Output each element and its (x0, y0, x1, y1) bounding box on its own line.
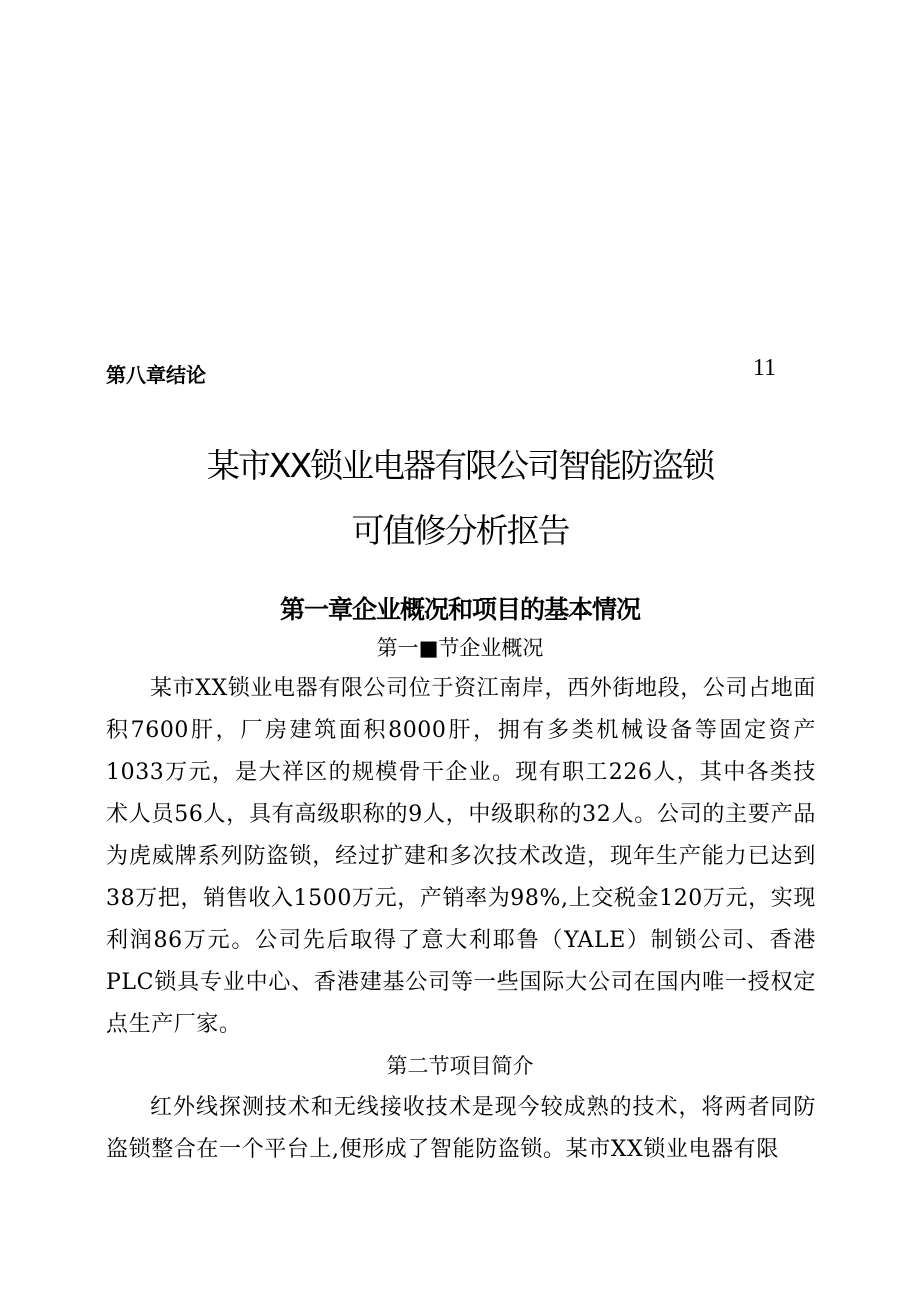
chapter-heading: 第一章企业概况和项目的基本情况 (279, 595, 640, 624)
section-heading-project-intro: 第二节项目简介 (386, 1054, 534, 1078)
document-title-line-1: 某市XX锁业电器有限公司智能防盗锁 (206, 446, 714, 485)
toc-entry (106, 355, 776, 389)
paragraph-project-intro: 红外线探测技术和无线接收技术是现今较成熟的技术，将两者同防盗锁整合在一个平台上,便形成了智能防盗锁。某市XX锁业电器有限 (106, 1095, 816, 1162)
toc-entry-page-number: 11 (752, 355, 776, 381)
paragraph-company-overview: 某市XX锁业电器有限公司位于资江南岸，西外街地段，公司占地面积7600肝，厂房建筑面积8000肝，拥有多类机械设备等固定资产1033万元，是大祥区的规模骨干企业。现有职工226人，其中各类技术人员56人，具有高级职称的9人，中级职称的32人。公司的主要产品为虎威牌系列防盗锁，经过扩建和多次技术改造，现年生产能力已达到38万把，销售收入1500万元，产销率为98%,上交税金120万元，实现利润86万元。公司先后取得了意大利耶鲁（YALE）制锁公司、香港PLC锁具专业中心、香港建基公司等一些国际大公司在国内唯一授权定点生产厂家。 (106, 676, 816, 1037)
section-heading-company-overview: 第一■节企业概况 (376, 636, 544, 660)
toc-entry-label: 第八章结论 (106, 363, 206, 387)
document-title-line-2: 可值修分析抠告 (351, 511, 569, 550)
